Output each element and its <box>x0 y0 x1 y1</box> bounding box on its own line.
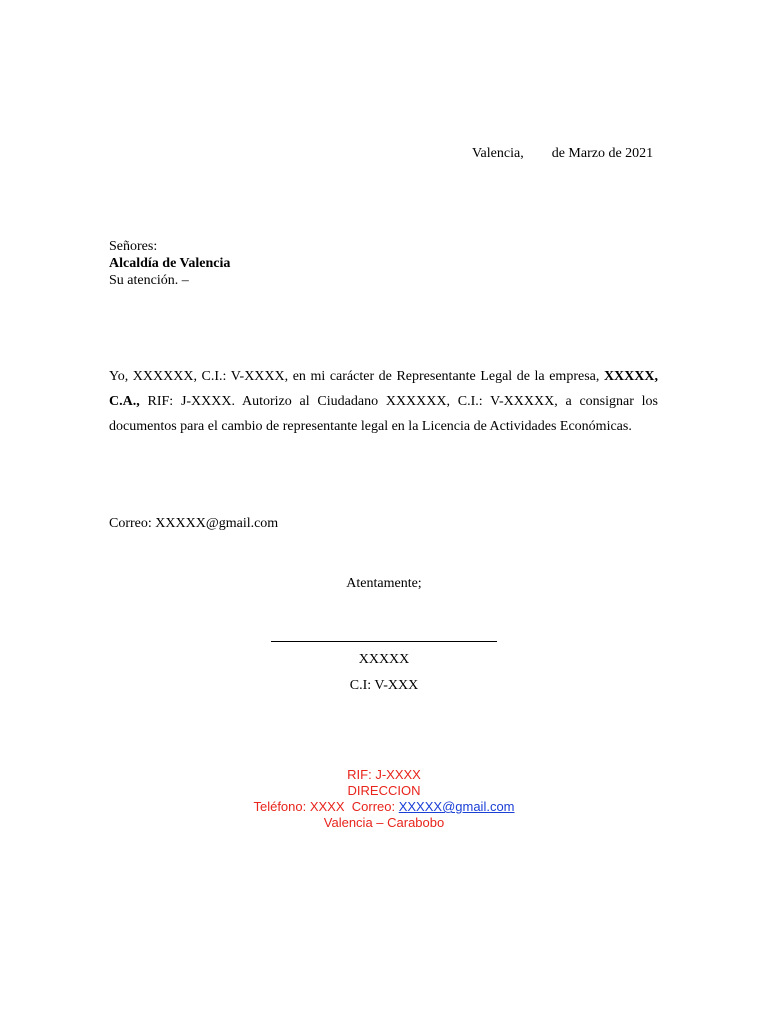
body-part-1: Yo, XXXXXX, C.I.: V-XXXX, en mi carácter de Representante Legal de la empresa, <box>109 369 604 384</box>
closing-salutation: Atentamente; <box>346 576 422 591</box>
footer-phone-line <box>0 799 768 815</box>
date-line <box>472 146 653 162</box>
footer-phone: Teléfono: XXXX Correo: <box>253 799 399 814</box>
company-name: XXXXX, C.A., <box>109 369 658 409</box>
body-part-2: RIF: J-XXXX. Autorizo al Ciudadano XXXXXX, C.I.: V-XXXXX, a consignar los documentos para el cambio de representante legal en la Licencia de Actividades Económicas. <box>109 394 658 434</box>
recipient-block <box>109 238 230 289</box>
footer-rif: RIF: J-XXXX <box>347 767 421 782</box>
salutation: Señores: <box>109 239 158 254</box>
signature-name: XXXXX <box>358 652 410 667</box>
letterhead-footer <box>0 767 768 831</box>
signature-line <box>271 641 497 642</box>
recipient-organization: Alcaldía de Valencia <box>109 256 231 271</box>
signature-id: C.I: V-XXX <box>349 678 419 693</box>
date-rest: de Marzo de 2021 <box>551 146 654 161</box>
attention-line: Su atención. – <box>109 273 189 288</box>
letter-body <box>109 364 658 439</box>
footer-location: Valencia – Carabobo <box>323 815 445 830</box>
date-city: Valencia, <box>472 146 524 161</box>
footer-address: DIRECCION <box>347 783 421 798</box>
contact-email: Correo: XXXXX@gmail.com <box>109 516 279 531</box>
footer-email-link[interactable]: XXXXX@gmail.com <box>398 799 515 814</box>
